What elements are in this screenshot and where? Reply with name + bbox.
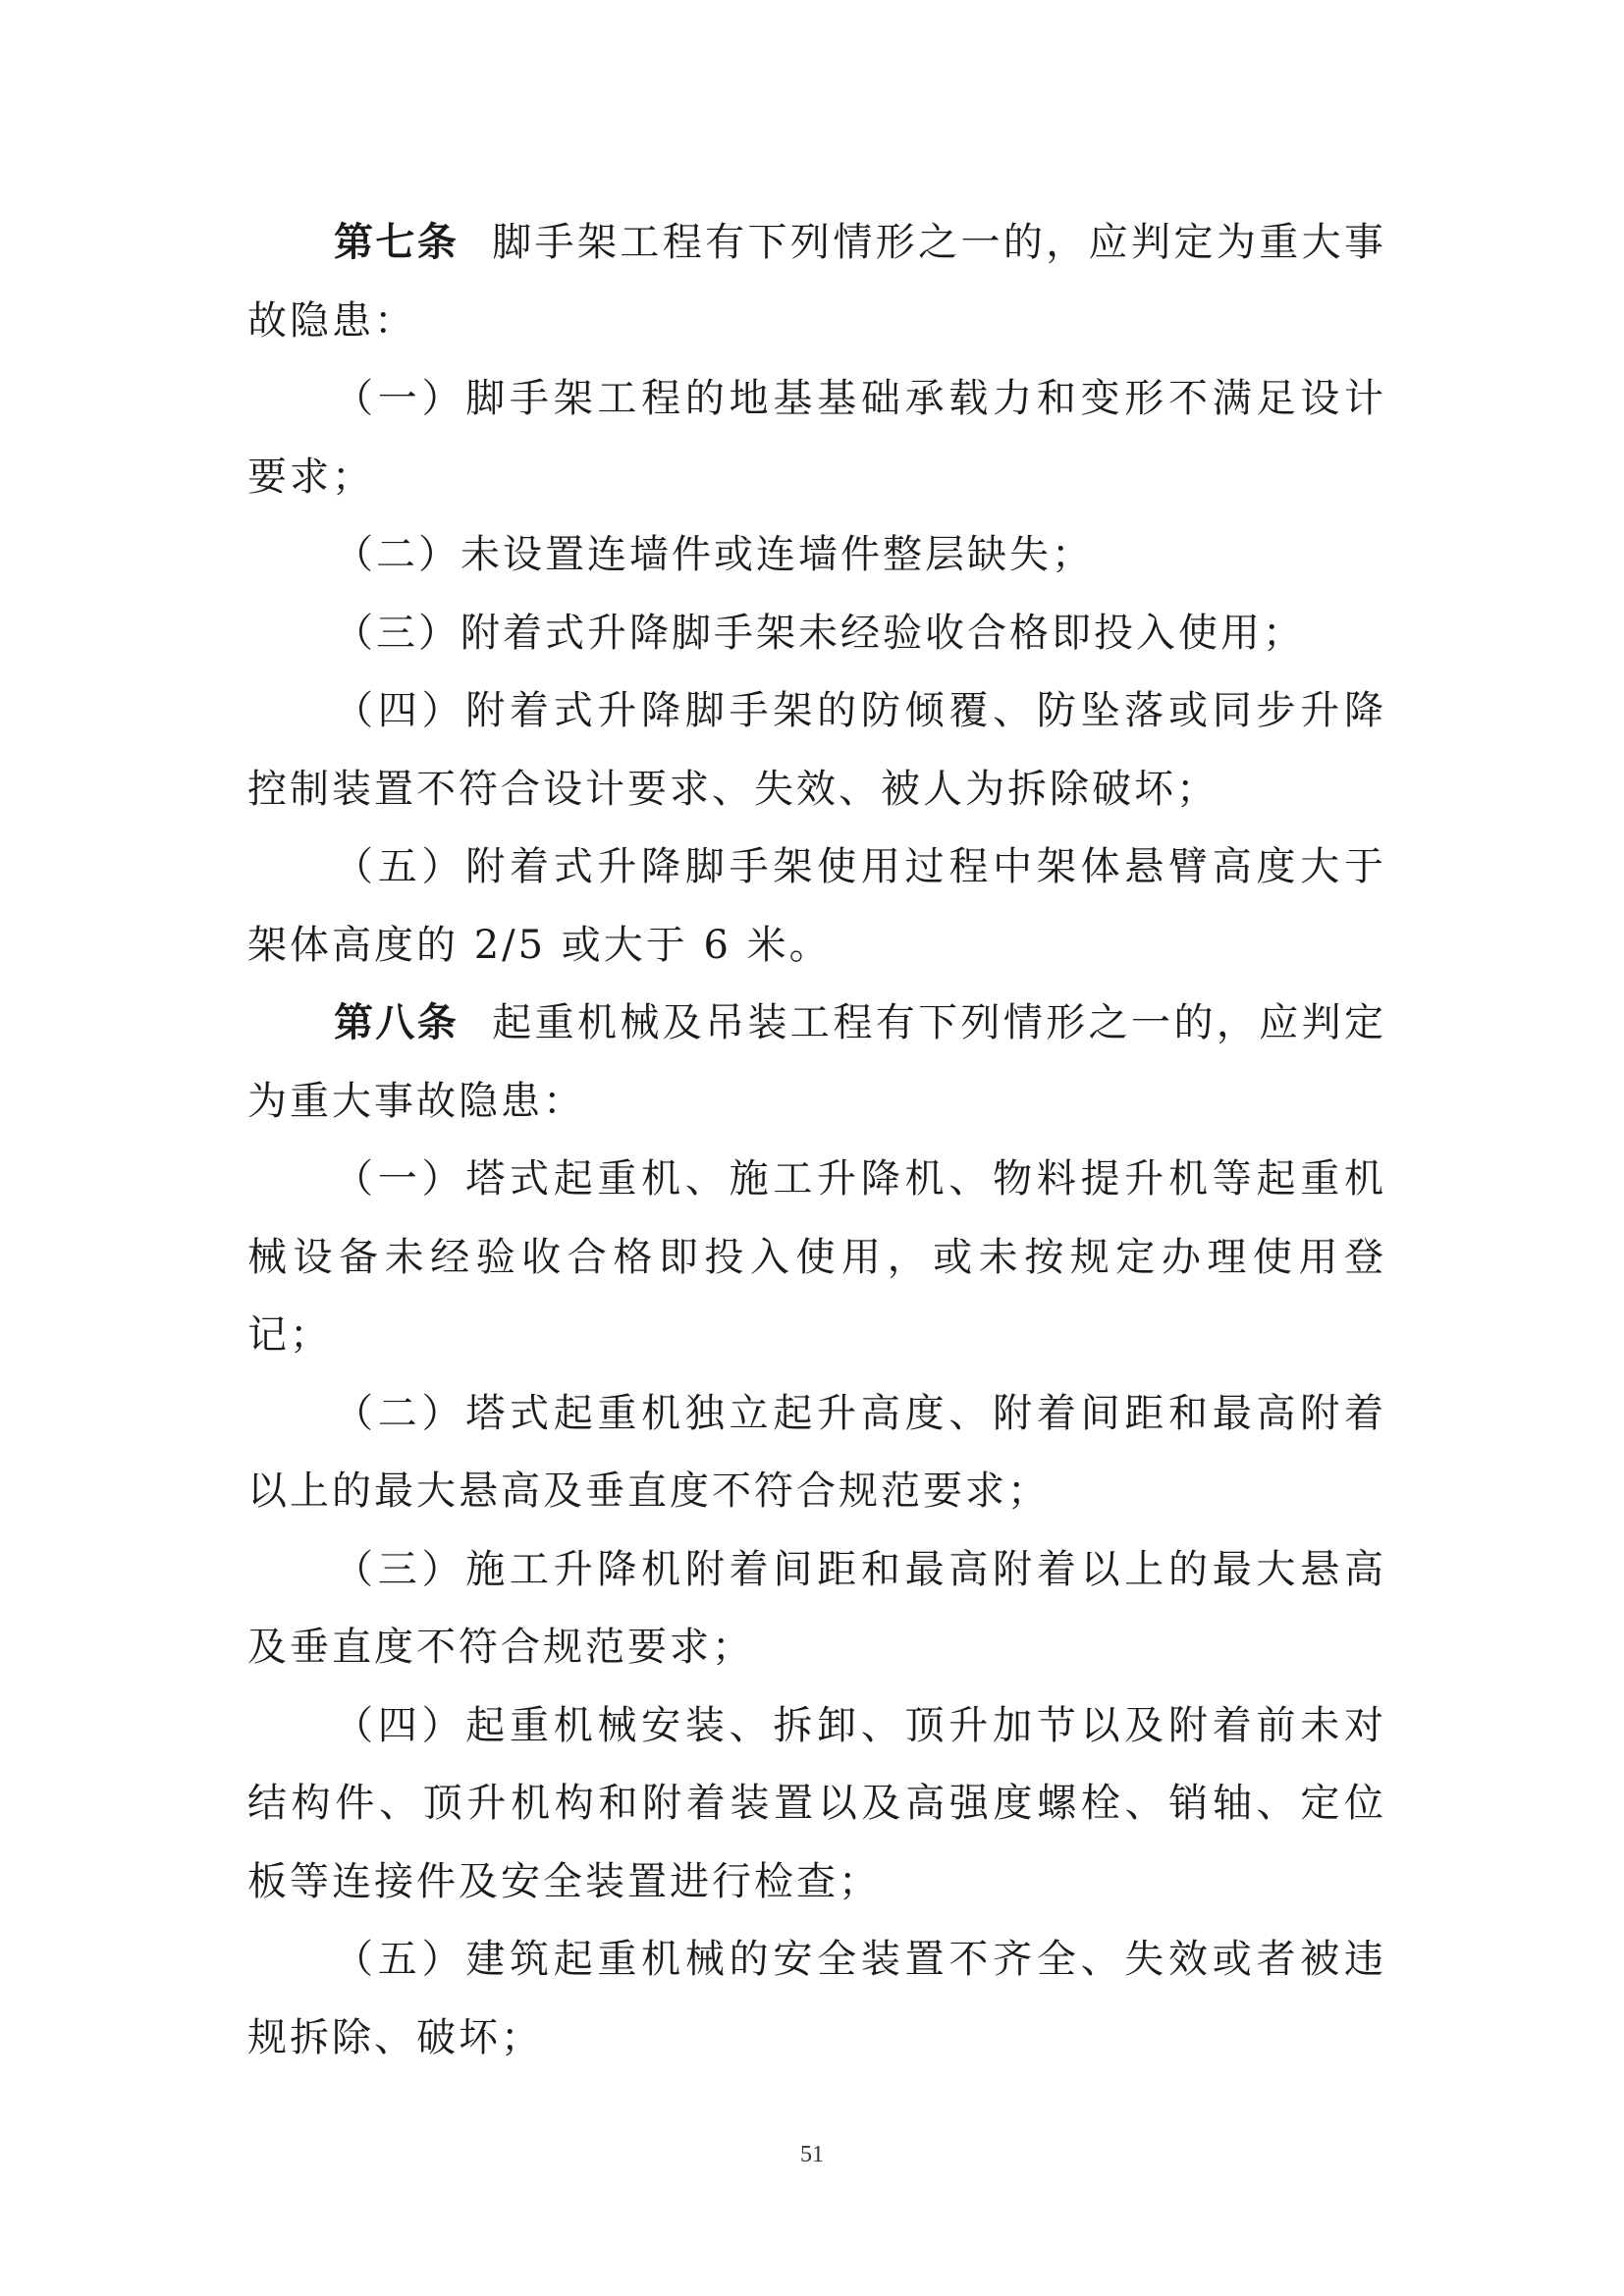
article-8-item-4: （四）起重机械安装、拆卸、顶升加节以及附着前未对结构件、顶升机构和附着装置以及高强度螺栓、销轴、定位板等连接件及安全装置进行检查； (247, 1702, 1386, 1904)
article-8-item-5: （五）建筑起重机械的安全装置不齐全、失效或者被违规拆除、破坏； (247, 1937, 1386, 2060)
article-7-intro-text: 脚手架工程有下列情形之一的，应判定为重大事故隐患： (247, 220, 1387, 344)
article-7-item-2: （二）未设置连墙件或连墙件整层缺失； (334, 532, 1094, 577)
article-7-item-1: （一）脚手架工程的地基基础承载力和变形不满足设计要求； (247, 376, 1386, 500)
article-8-item-2: （二）塔式起重机独立起升高度、附着间距和最高附着以上的最大悬高及垂直度不符合规范要求； (247, 1390, 1386, 1514)
article-7-item-5: （五）附着式升降脚手架使用过程中架体悬臂高度大于架体高度的 2/5 或大于 6 米。 (247, 844, 1386, 968)
article-7-item-4: （四）附着式升降脚手架的防倾覆、防坠落或同步升降控制装置不符合设计要求、失效、被人为拆除破坏； (247, 688, 1386, 812)
article-7-intro (247, 204, 1386, 360)
article-7-title: 第七条 (334, 220, 460, 265)
article-8-item-1: （一）塔式起重机、施工升降机、物料提升机等起重机械设备未经验收合格即投入使用，或未按规定办理使用登记； (247, 1156, 1386, 1358)
article-8-item-3: （三）施工升降机附着间距和最高附着以上的最大悬高及垂直度不符合规范要求； (247, 1546, 1386, 1670)
article-8-title: 第八条 (334, 1000, 460, 1045)
document-body (247, 204, 1386, 2077)
article-8-intro (247, 985, 1386, 1141)
page-number: 51 (800, 2142, 824, 2167)
article-8-intro-text: 起重机械及吊装工程有下列情形之一的，应判定为重大事故隐患： (247, 1000, 1387, 1124)
article-7-item-3: （三）附着式升降脚手架未经验收合格即投入使用； (334, 610, 1305, 656)
